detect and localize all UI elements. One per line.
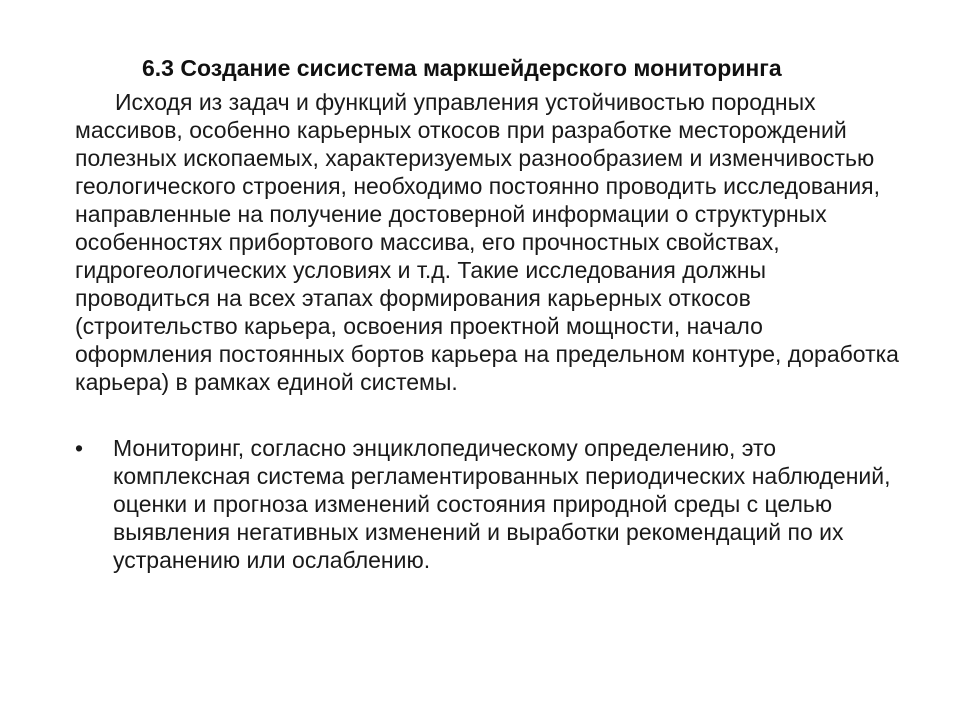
bullet-text: Мониторинг, согласно энциклопедическому определению, это комплексная система регламентированных периодических наблюдений, оценки и прогноза изменений состояния природной среды с целью выявления негативных изменений и выработки рекомендаций по их устранению или ослаблению. (113, 435, 891, 573)
bullet-item-monitoring (75, 434, 905, 574)
body-paragraph: Исходя из задач и функций управления устойчивостью породных массивов, особенно карьерных откосов при разработке месторождений полезных ископаемых, характеризуемых разнообразием и изменчивостью геологического строения, необходимо постоянно проводить исследования, направленные на получение достоверной информации о структурных особенностях прибортового массива, его прочностных свойствах, гидрогеологических условиях и т.д. Такие исследования должны проводиться на всех этапах формирования карьерных откосов (строительство карьера, освоения проектной мощности, начало оформления постоянных бортов карьера на предельном контуре, доработка карьера) в рамках единой системы. (75, 89, 899, 395)
slide-title: 6.3 Создание сисистема маркшейдерского мониторинга (142, 55, 782, 81)
bullet-list (75, 434, 905, 574)
bullet-icon: • (75, 435, 84, 461)
